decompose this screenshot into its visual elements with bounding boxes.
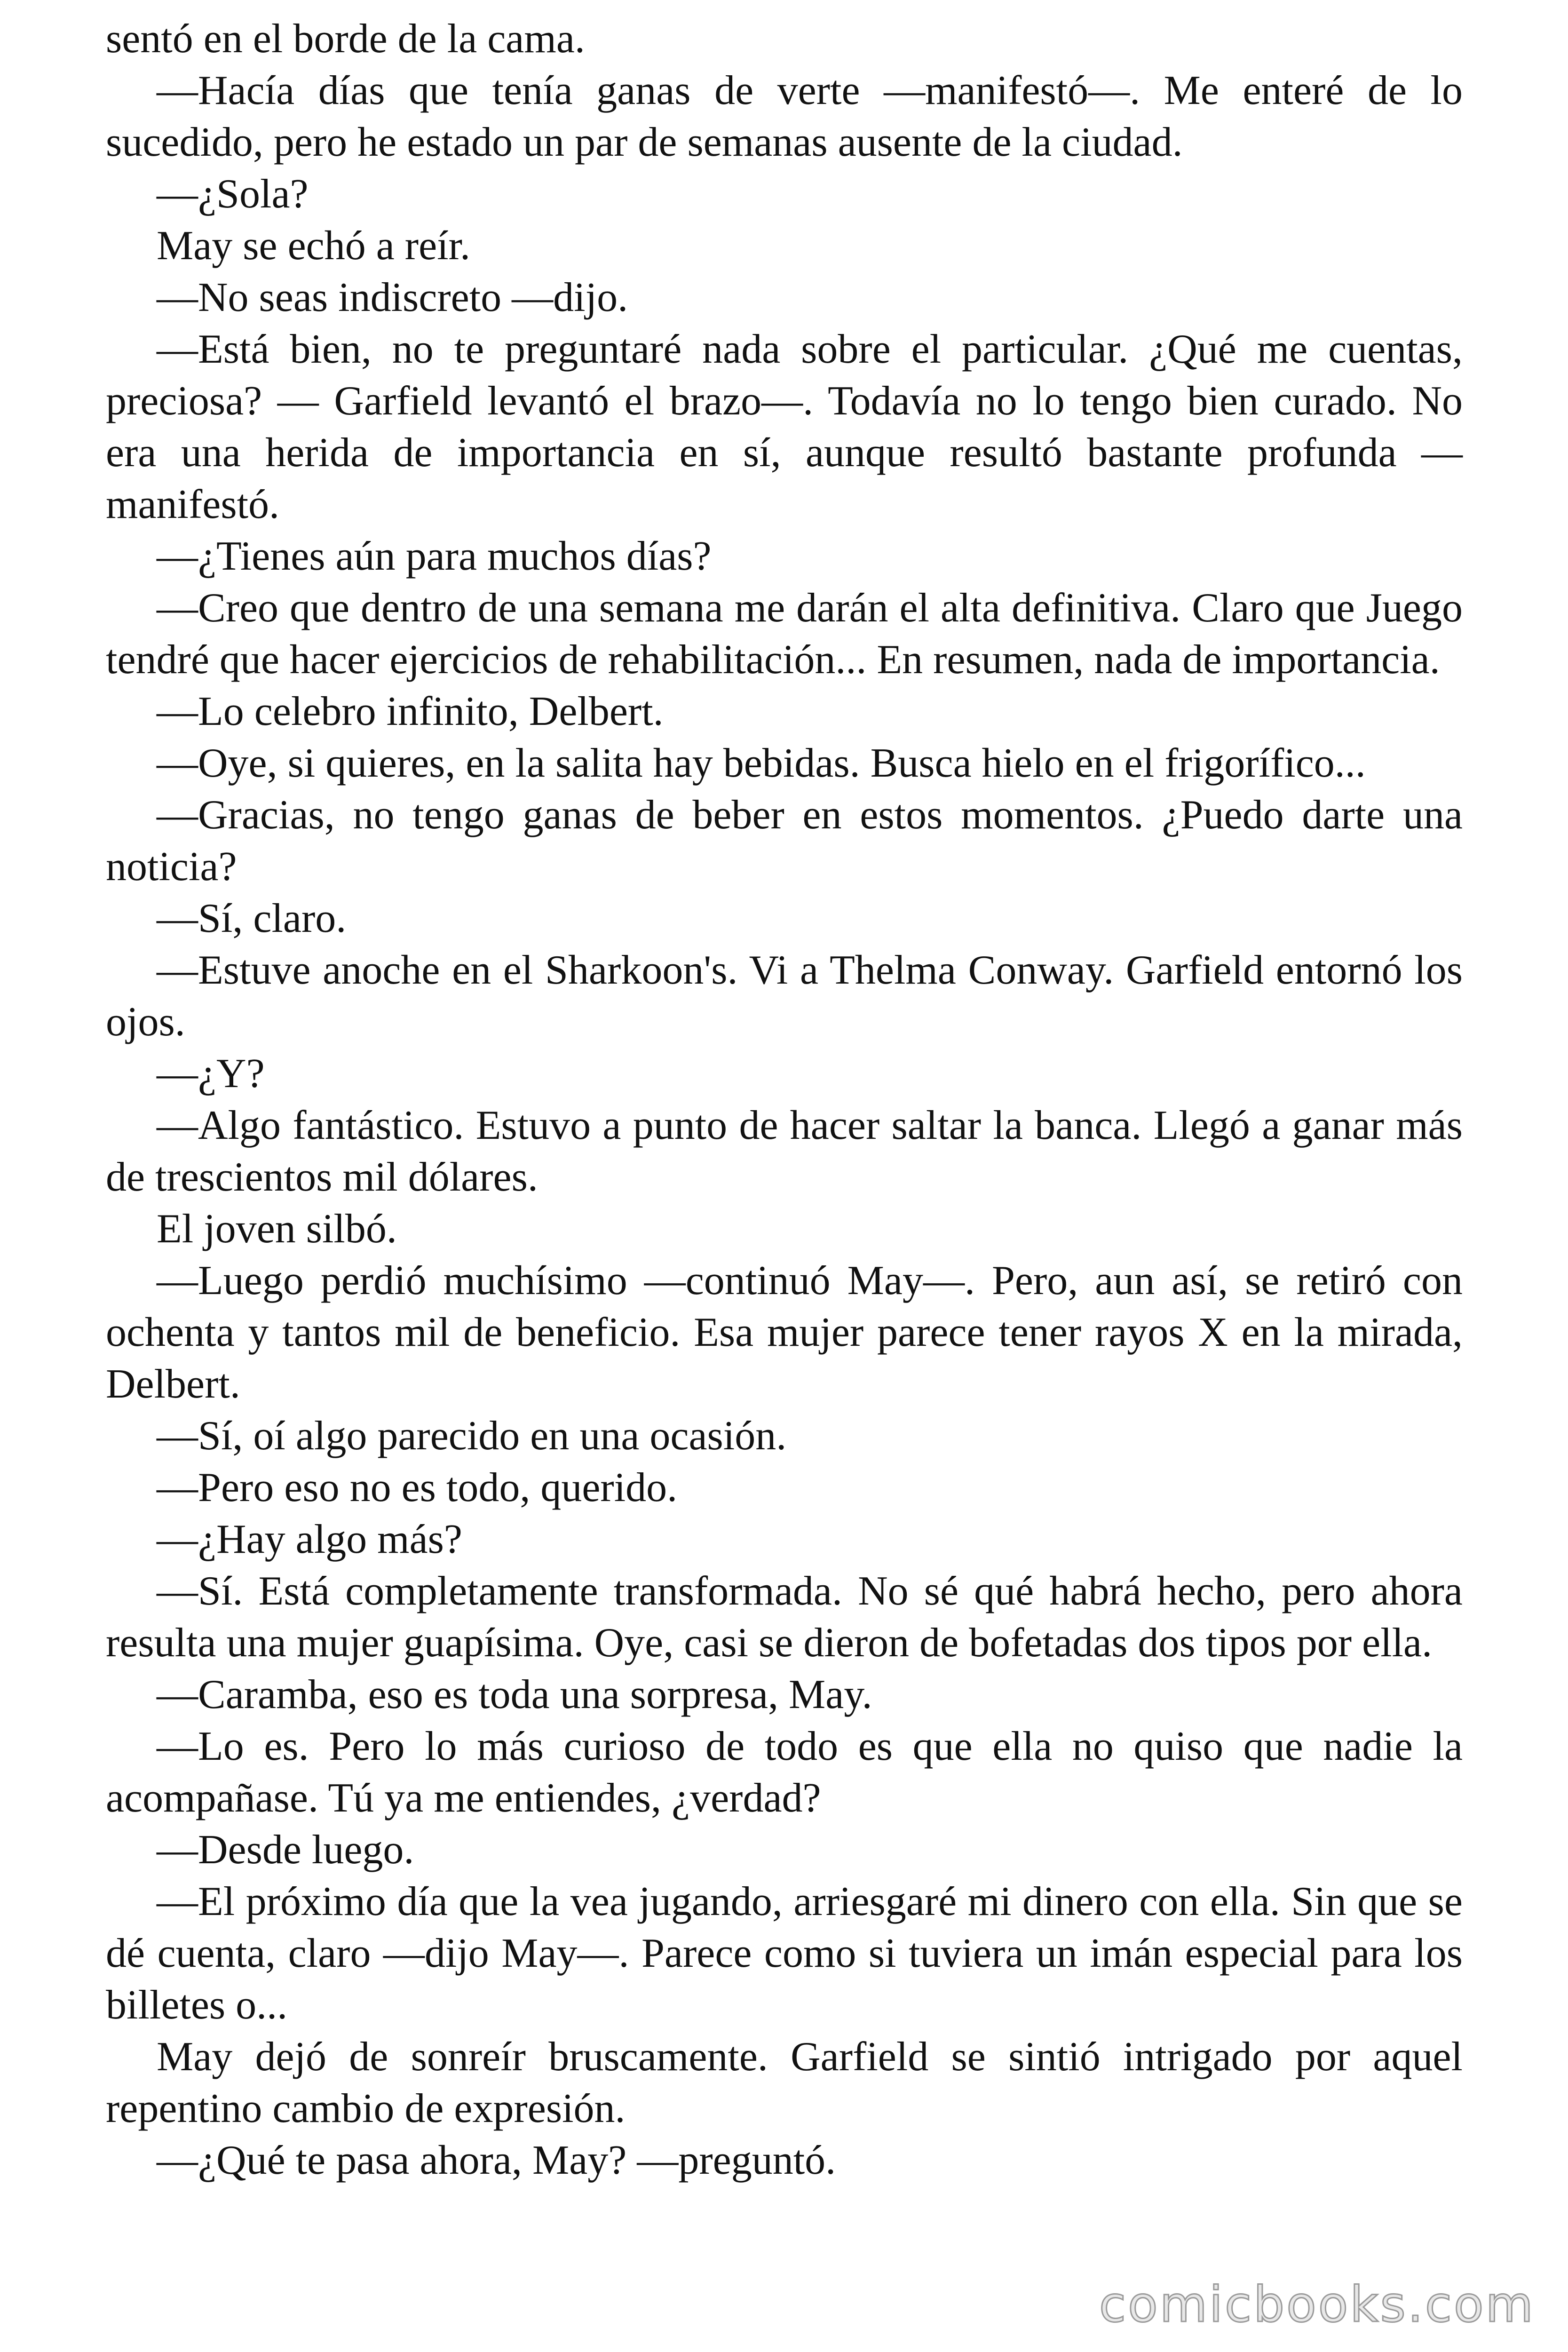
paragraph: —Sí. Está completamente transformada. No sé qué habrá hecho, pero ahora resulta una mujer guapísima. Oye, casi se dieron de bofetadas dos tipos por ella. [106,1568,1463,1666]
page-text [106,13,1463,2186]
paragraph: —Sí, oí algo parecido en una ocasión. [157,1413,787,1459]
paragraph: —Está bien, no te preguntaré nada sobre el particular. ¿Qué me cuentas, preciosa? — Garfield levantó el brazo—. Todavía no lo tengo bien curado. No era una herida de importancia en sí, aunque resultó bastante profunda — manifestó. [106,326,1463,527]
paragraph: —Estuve anoche en el Sharkoon's. Vi a Thelma Conway. Garfield entornó los ojos. [106,947,1463,1045]
paragraph: —¿Y? [157,1051,265,1097]
paragraph: —No seas indiscreto —dijo. [157,275,628,320]
paragraph: —Creo que dentro de una semana me darán el alta definitiva. Claro que Juego tendré que hacer ejercicios de rehabilitación... En resumen, nada de importancia. [106,585,1463,683]
paragraph: —¿Hay algo más? [157,1517,462,1562]
paragraph: —Lo es. Pero lo más curioso de todo es que ella no quiso que nadie la acompañase. Tú ya me entiendes, ¿verdad? [106,1724,1463,1821]
paragraph: —Sí, claro. [157,896,347,941]
paragraph: —¿Qué te pasa ahora, May? —preguntó. [157,2137,836,2183]
paragraph: —Pero eso no es todo, querido. [157,1465,678,1510]
paragraph: —Desde luego. [157,1827,414,1873]
watermark: comicbooks.com [1099,2276,1535,2333]
paragraph: —¿Tienes aún para muchos días? [157,533,712,579]
paragraph: May dejó de sonreír bruscamente. Garfield se sintió intrigado por aquel repentino cambio de expresión. [106,2034,1463,2131]
paragraph: —Gracias, no tengo ganas de beber en estos momentos. ¿Puedo darte una noticia? [106,792,1463,890]
paragraph: —El próximo día que la vea jugando, arriesgaré mi dinero con ella. Sin que se dé cuenta, claro —dijo May—. Parece como si tuviera un imán especial para los billetes o... [106,1879,1463,2028]
paragraph: —Luego perdió muchísimo —continuó May—. Pero, aun así, se retiró con ochenta y tantos mil de beneficio. Esa mujer parece tener rayos X en la mirada, Delbert. [106,1258,1463,1407]
paragraph: El joven silbó. [157,1206,397,1252]
paragraph: —Oye, si quieres, en la salita hay bebidas. Busca hielo en el frigorífico... [157,740,1366,786]
paragraph: —Hacía días que tenía ganas de verte —manifestó—. Me enteré de lo sucedido, pero he estado un par de semanas ausente de la ciudad. [106,68,1463,165]
paragraph: —¿Sola? [157,171,309,217]
paragraph: —Algo fantástico. Estuvo a punto de hacer saltar la banca. Llegó a ganar más de trescientos mil dólares. [106,1103,1463,1200]
paragraph: sentó en el borde de la cama. [106,16,585,62]
paragraph: May se echó a reír. [157,223,471,269]
paragraph: —Lo celebro infinito, Delbert. [157,689,664,734]
paragraph: —Caramba, eso es toda una sorpresa, May. [157,1672,872,1717]
